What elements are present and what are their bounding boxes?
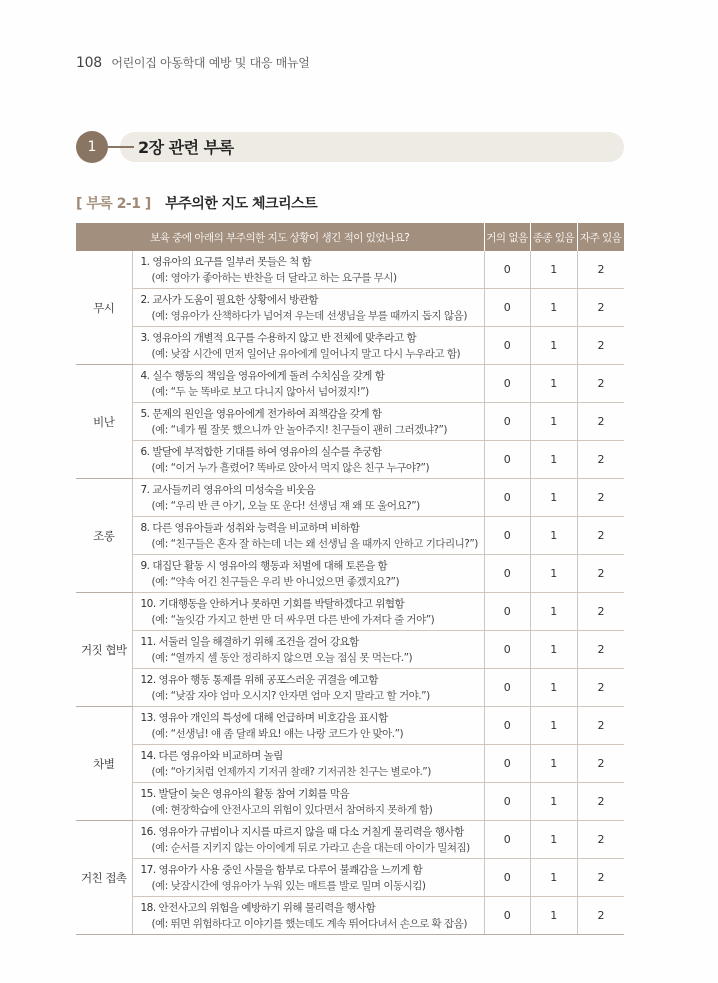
column-header-rarely: 거의 없음 xyxy=(484,223,530,251)
score-cell[interactable]: 1 xyxy=(530,327,577,365)
item-example: (예: “우리 반 큰 아기, 오늘 또 운다! 선생님 쟤 왜 또 울어요?”) xyxy=(151,499,420,512)
score-cell[interactable]: 0 xyxy=(484,897,530,935)
score-cell[interactable]: 1 xyxy=(530,365,577,403)
table-row xyxy=(76,365,624,403)
item-text: 11. 서둘러 일을 해결하기 위해 조건을 걸어 강요함 xyxy=(140,635,359,648)
item-cell xyxy=(132,289,484,327)
item-cell xyxy=(132,441,484,479)
score-cell[interactable]: 2 xyxy=(577,251,624,289)
checklist-table xyxy=(76,223,624,935)
score-cell[interactable]: 1 xyxy=(530,593,577,631)
category-cell: 비난 xyxy=(76,365,132,479)
score-cell[interactable]: 2 xyxy=(577,821,624,859)
running-title: 어린이집 아동학대 예방 및 대응 매뉴얼 xyxy=(111,56,310,70)
item-text: 13. 영유아 개인의 특성에 대해 언급하며 비호감을 표시함 xyxy=(140,711,388,724)
item-text: 4. 실수 행동의 책임을 영유아에게 돌려 수치심을 갖게 함 xyxy=(140,369,385,382)
table-row xyxy=(76,327,624,365)
appendix-heading xyxy=(76,193,317,213)
table-row xyxy=(76,707,624,745)
item-text: 17. 영유아가 사용 중인 사물을 함부로 다루어 불쾌감을 느끼게 함 xyxy=(140,863,423,876)
table-row xyxy=(76,479,624,517)
column-header-often: 자주 있음 xyxy=(577,223,624,251)
item-cell xyxy=(132,783,484,821)
table-row xyxy=(76,555,624,593)
item-example: (예: 영아가 좋아하는 반찬을 더 달라고 하는 요구를 무시) xyxy=(151,271,397,284)
table-row xyxy=(76,289,624,327)
item-cell xyxy=(132,897,484,935)
score-cell[interactable]: 1 xyxy=(530,403,577,441)
category-cell: 조롱 xyxy=(76,479,132,593)
item-example: (예: 낮잠 시간에 먼저 일어난 유아에게 일어나지 말고 다시 누우라고 함) xyxy=(151,347,461,360)
section-title: 2장 관련 부록 xyxy=(138,138,234,157)
score-cell[interactable]: 1 xyxy=(530,631,577,669)
column-header-sometimes: 종종 있음 xyxy=(530,223,577,251)
score-cell[interactable]: 0 xyxy=(484,441,530,479)
item-example: (예: “놀잇감 가지고 한번 만 더 싸우면 다른 반에 가져다 줄 거야”) xyxy=(151,613,435,626)
item-text: 1. 영유아의 요구를 일부러 못들은 척 함 xyxy=(140,255,312,268)
score-cell[interactable]: 0 xyxy=(484,251,530,289)
score-cell[interactable]: 2 xyxy=(577,289,624,327)
item-cell xyxy=(132,707,484,745)
score-cell[interactable]: 0 xyxy=(484,821,530,859)
score-cell[interactable]: 2 xyxy=(577,707,624,745)
score-cell[interactable]: 0 xyxy=(484,365,530,403)
question-header: 보육 중에 아래의 부주의한 지도 상황이 생긴 적이 있었나요? xyxy=(76,223,484,251)
item-text: 8. 다른 영유아들과 성취와 능력을 비교하며 비하함 xyxy=(140,521,360,534)
item-cell xyxy=(132,745,484,783)
item-example: (예: “네가 뭘 잘못 했으니까 안 놀아주지! 친구들이 괜히 그러겠냐?”) xyxy=(151,423,448,436)
score-cell[interactable]: 0 xyxy=(484,517,530,555)
score-cell[interactable]: 2 xyxy=(577,365,624,403)
table-header-row xyxy=(76,223,624,251)
item-example: (예: “선생님! 얘 좀 달래 봐요! 얘는 나랑 코드가 안 맞아.”) xyxy=(151,727,404,740)
table-row xyxy=(76,403,624,441)
score-cell[interactable]: 1 xyxy=(530,441,577,479)
category-cell: 거친 접촉 xyxy=(76,821,132,935)
item-text: 15. 발달이 늦은 영유아의 활동 참여 기회를 막음 xyxy=(140,787,350,800)
item-cell xyxy=(132,669,484,707)
score-cell[interactable]: 1 xyxy=(530,669,577,707)
score-cell[interactable]: 1 xyxy=(530,783,577,821)
item-example: (예: “낮잠 자야 엄마 오시지? 안자면 엄마 오지 말라고 할 거야.”) xyxy=(151,689,430,702)
score-cell[interactable]: 1 xyxy=(530,859,577,897)
item-cell xyxy=(132,327,484,365)
score-cell[interactable]: 1 xyxy=(530,555,577,593)
table-row xyxy=(76,631,624,669)
section-connector xyxy=(108,146,134,148)
score-cell[interactable]: 2 xyxy=(577,669,624,707)
score-cell[interactable]: 0 xyxy=(484,783,530,821)
score-cell[interactable]: 2 xyxy=(577,403,624,441)
score-cell[interactable]: 1 xyxy=(530,479,577,517)
table-row xyxy=(76,821,624,859)
item-example: (예: 낮잠시간에 영유아가 누워 있는 매트를 발로 밀며 이동시킴) xyxy=(151,879,426,892)
item-example: (예: “아기처럼 언제까지 기저귀 찰래? 기저귀찬 친구는 별로야.”) xyxy=(151,765,431,778)
score-cell[interactable]: 0 xyxy=(484,631,530,669)
score-cell[interactable]: 2 xyxy=(577,327,624,365)
score-cell[interactable]: 2 xyxy=(577,593,624,631)
item-cell xyxy=(132,365,484,403)
score-cell[interactable]: 0 xyxy=(484,327,530,365)
table-row xyxy=(76,517,624,555)
score-cell[interactable]: 0 xyxy=(484,745,530,783)
appendix-tag: [ 부록 2-1 ] xyxy=(76,196,151,212)
score-cell[interactable]: 1 xyxy=(530,897,577,935)
table-row xyxy=(76,441,624,479)
appendix-title: 부주의한 지도 체크리스트 xyxy=(165,196,318,212)
item-text: 9. 대집단 활동 시 영유아의 행동과 처벌에 대해 토론을 함 xyxy=(140,559,388,572)
item-cell xyxy=(132,479,484,517)
item-example: (예: “두 눈 똑바로 보고 다니지 않아서 넘어졌지!”) xyxy=(151,385,369,398)
item-cell xyxy=(132,821,484,859)
score-cell[interactable]: 0 xyxy=(484,479,530,517)
score-cell[interactable]: 2 xyxy=(577,631,624,669)
checklist-body xyxy=(76,251,624,935)
score-cell[interactable]: 0 xyxy=(484,593,530,631)
item-example: (예: “열까지 셀 동안 정리하지 않으면 오늘 점심 못 먹는다.”) xyxy=(151,651,413,664)
table-row xyxy=(76,783,624,821)
item-cell xyxy=(132,593,484,631)
score-cell[interactable]: 0 xyxy=(484,707,530,745)
item-text: 7. 교사들끼리 영유아의 미성숙을 비웃음 xyxy=(140,483,316,496)
item-cell xyxy=(132,517,484,555)
score-cell[interactable]: 1 xyxy=(530,821,577,859)
item-example: (예: 현장학습에 안전사고의 위험이 있다면서 참여하지 못하게 함) xyxy=(151,803,433,816)
score-cell[interactable]: 0 xyxy=(484,859,530,897)
table-row xyxy=(76,593,624,631)
item-text: 5. 문제의 원인을 영유아에게 전가하여 죄책감을 갖게 함 xyxy=(140,407,382,420)
item-text: 12. 영유아 행동 통제를 위해 공포스러운 귀결을 예고함 xyxy=(140,673,379,686)
score-cell[interactable]: 0 xyxy=(484,403,530,441)
score-cell[interactable]: 2 xyxy=(577,783,624,821)
score-cell[interactable]: 0 xyxy=(484,555,530,593)
table-row xyxy=(76,897,624,935)
item-text: 16. 영유아가 규범이나 지시를 따르지 않을 때 다소 거칠게 물리력을 행사함 xyxy=(140,825,464,838)
item-text: 10. 기대행동을 안하거나 못하면 기회를 박탈하겠다고 위협함 xyxy=(140,597,405,610)
item-cell xyxy=(132,555,484,593)
score-cell[interactable]: 1 xyxy=(530,745,577,783)
item-example: (예: 뛰면 위험하다고 이야기를 했는데도 계속 뛰어다녀서 손으로 확 잡음) xyxy=(151,917,467,930)
item-cell xyxy=(132,251,484,289)
category-cell: 무시 xyxy=(76,251,132,365)
item-example: (예: “이거 누가 흘렸어? 똑바로 앉아서 먹지 않은 친구 누구야?”) xyxy=(151,461,430,474)
item-example: (예: 영유아가 산책하다가 넘어져 우는데 선생님을 부를 때까지 돕지 않음) xyxy=(151,309,467,322)
running-header xyxy=(76,54,310,71)
score-cell[interactable]: 2 xyxy=(577,897,624,935)
table-row xyxy=(76,859,624,897)
category-cell: 거짓 협박 xyxy=(76,593,132,707)
score-cell[interactable]: 2 xyxy=(577,555,624,593)
item-cell xyxy=(132,631,484,669)
item-text: 14. 다른 영유아와 비교하며 놀림 xyxy=(140,749,283,762)
score-cell[interactable]: 1 xyxy=(530,707,577,745)
score-cell[interactable]: 2 xyxy=(577,441,624,479)
item-text: 6. 발달에 부적합한 기대를 하여 영유아의 실수를 추궁함 xyxy=(140,445,382,458)
page-number: 108 xyxy=(76,55,102,71)
score-cell[interactable]: 1 xyxy=(530,289,577,327)
item-example: (예: “친구들은 혼자 잘 하는데 너는 왜 선생님 올 때까지 안하고 기다리니?”) xyxy=(151,537,478,550)
category-cell: 차별 xyxy=(76,707,132,821)
table-row xyxy=(76,669,624,707)
score-cell[interactable]: 2 xyxy=(577,517,624,555)
score-cell[interactable]: 2 xyxy=(577,859,624,897)
item-cell xyxy=(132,403,484,441)
section-heading xyxy=(76,131,624,163)
score-cell[interactable]: 0 xyxy=(484,289,530,327)
table-row xyxy=(76,745,624,783)
score-cell[interactable]: 2 xyxy=(577,479,624,517)
item-example: (예: 순서를 지키지 않는 아이에게 뒤로 가라고 손을 대는데 아이가 밀쳐짐) xyxy=(151,841,470,854)
score-cell[interactable]: 2 xyxy=(577,745,624,783)
item-text: 2. 교사가 도움이 필요한 상황에서 방관함 xyxy=(140,293,318,306)
item-text: 18. 안전사고의 위험을 예방하기 위해 물리력을 행사함 xyxy=(140,901,376,914)
table-row xyxy=(76,251,624,289)
score-cell[interactable]: 0 xyxy=(484,669,530,707)
score-cell[interactable]: 1 xyxy=(530,251,577,289)
item-text: 3. 영유아의 개별적 요구를 수용하지 않고 반 전체에 맞추라고 함 xyxy=(140,331,417,344)
score-cell[interactable]: 1 xyxy=(530,517,577,555)
item-cell xyxy=(132,859,484,897)
item-example: (예: “약속 어긴 친구들은 우리 반 아니었으면 좋겠지요?”) xyxy=(151,575,400,588)
section-number: 1 xyxy=(76,131,108,163)
